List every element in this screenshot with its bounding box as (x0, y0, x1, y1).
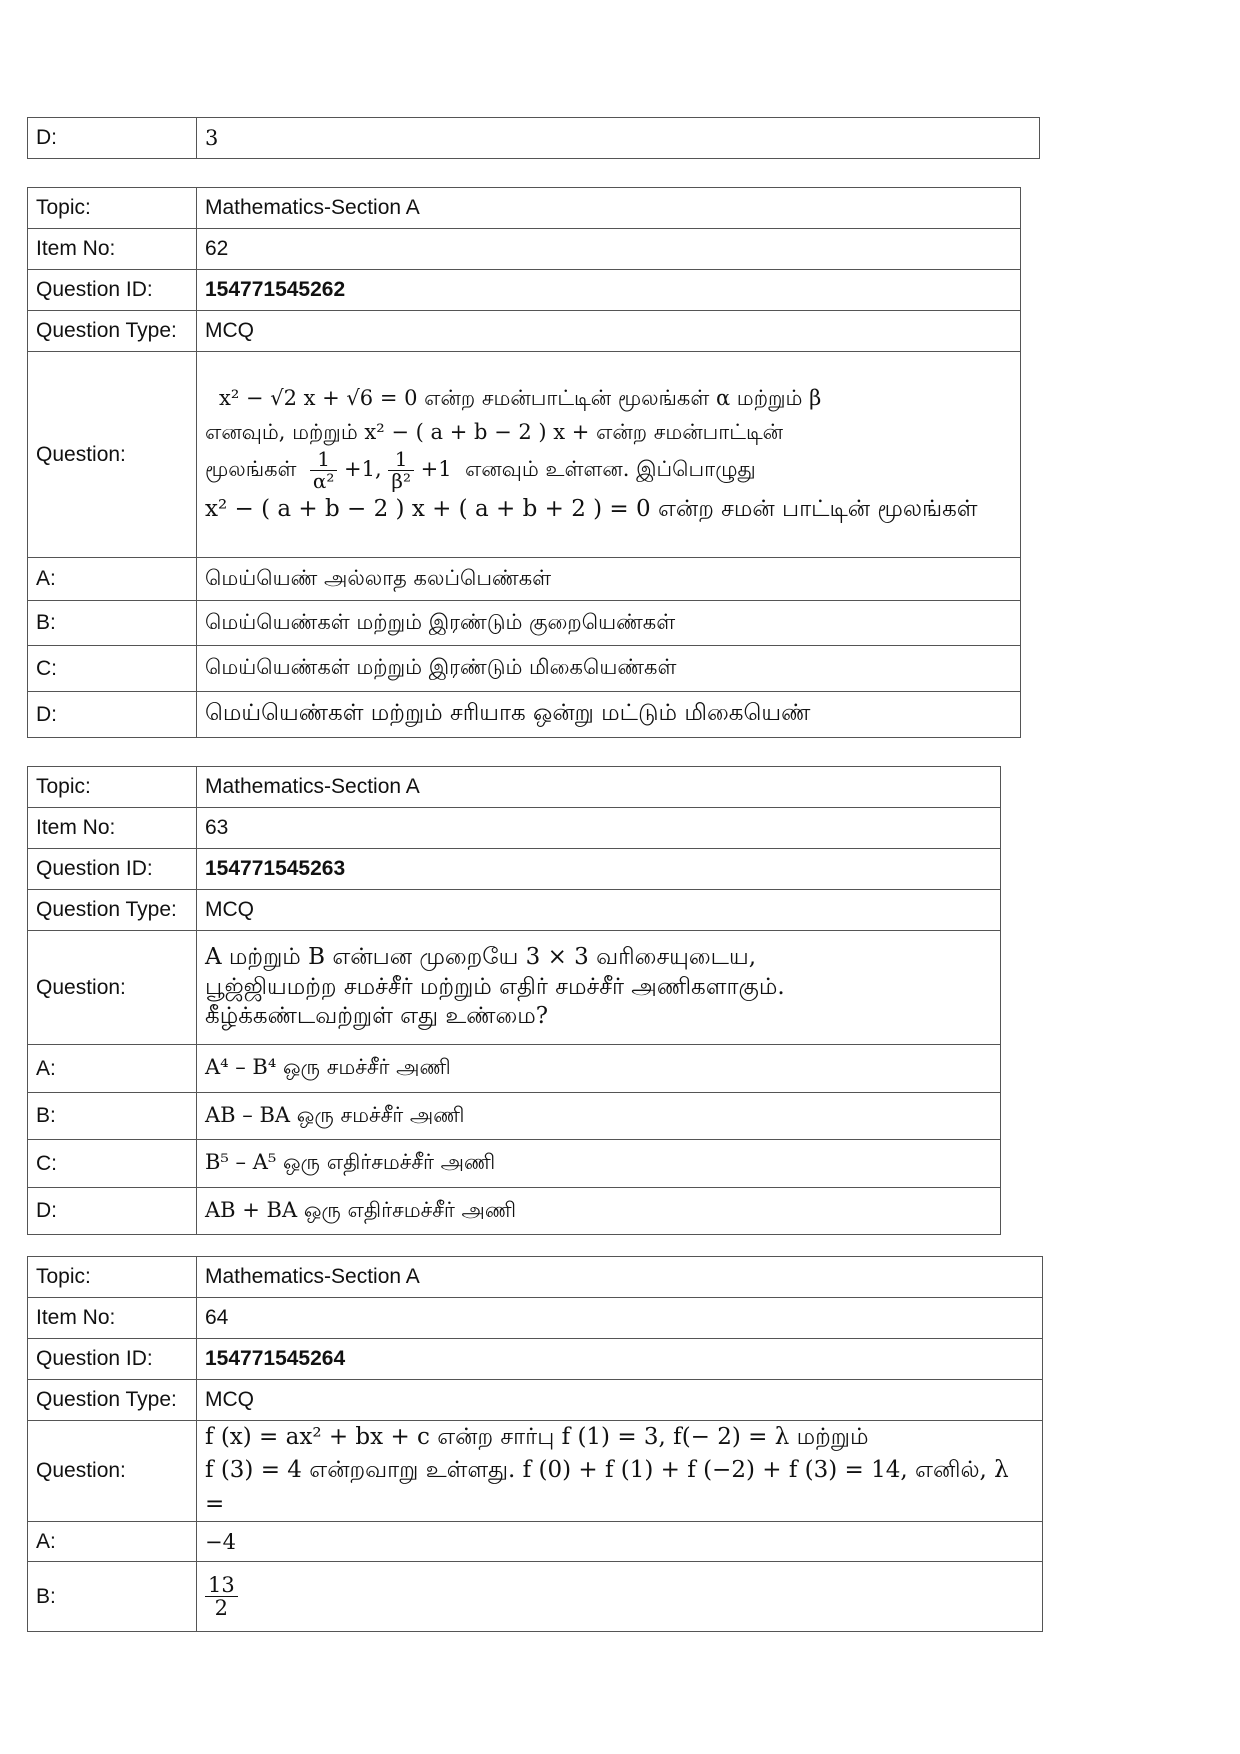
fraction-thirteen-halves (205, 1574, 238, 1619)
option-d-label: D: (28, 692, 197, 738)
question-text (197, 1421, 1043, 1522)
fraction-numerator: 13 (205, 1574, 238, 1597)
question-label: Question: (28, 931, 197, 1045)
topic-label: Topic: (28, 188, 197, 229)
question-id-value: 154771545263 (197, 849, 1001, 890)
option-b-value: AB – BA ஒரு சமச்சீர் அணி (197, 1093, 1001, 1140)
question-text (197, 352, 1021, 558)
question-text-segment: மூலங்கள் (205, 456, 297, 481)
option-d-label: D: (28, 118, 197, 159)
question-table-63 (27, 766, 1001, 1235)
fraction-denominator: β² (391, 468, 411, 493)
fraction-one-over-beta-squared (388, 446, 414, 493)
option-d-label: D: (28, 1188, 197, 1235)
option-b-label: B: (28, 1093, 197, 1140)
question-type-label: Question Type: (28, 1380, 197, 1421)
question-type-value: MCQ (197, 311, 1021, 352)
item-no-value: 64 (197, 1298, 1043, 1339)
option-a-value: −4 (197, 1522, 1043, 1562)
question-text (197, 931, 1001, 1045)
item-no-value: 63 (197, 808, 1001, 849)
option-b-value (197, 1562, 1043, 1632)
topic-value: Mathematics-Section A (197, 1257, 1043, 1298)
item-no-label: Item No: (28, 1298, 197, 1339)
topic-value: Mathematics-Section A (197, 767, 1001, 808)
topic-label: Topic: (28, 1257, 197, 1298)
fraction-denominator: α² (312, 468, 335, 493)
fraction-one-over-alpha-squared (310, 446, 338, 493)
question-label: Question: (28, 352, 197, 558)
option-a-label: A: (28, 1045, 197, 1093)
question-table-64 (27, 1256, 1043, 1632)
item-no-value: 62 (197, 229, 1021, 270)
question-id-label: Question ID: (28, 1339, 197, 1380)
question-type-value: MCQ (197, 1380, 1043, 1421)
option-c-value: மெய்யெண்கள் மற்றும் இரண்டும் மிகையெண்கள் (197, 646, 1021, 692)
question-line-fractions (205, 446, 1012, 493)
question-line: பூஜ்ஜியமற்ற சமச்சீர் மற்றும் எதிர் சமச்சீர் அணிகளாகும். (205, 973, 785, 1000)
option-a-value: A⁴ – B⁴ ஒரு சமச்சீர் அணி (197, 1045, 1001, 1093)
question-label: Question: (28, 1421, 197, 1522)
question-text-segment: எனவும் உள்ளன. இப்பொழுது (464, 456, 756, 481)
option-a-label: A: (28, 1522, 197, 1562)
option-d-value: மெய்யெண்கள் மற்றும் சரியாக ஒன்று மட்டும் மிகையெண் (197, 692, 1021, 738)
option-a-value: மெய்யெண் அல்லாத கலப்பெண்கள் (197, 558, 1021, 601)
question-id-value: 154771545262 (197, 270, 1021, 311)
question-id-label: Question ID: (28, 270, 197, 311)
question-line: x² − ( a + b − 2 ) x + ( a + b + 2 ) = 0 என்ற சமன் பாட்டின் மூலங்கள் (205, 495, 978, 522)
fraction-numerator: 1 (388, 449, 414, 471)
previous-question-tail (27, 117, 1040, 159)
item-no-label: Item No: (28, 808, 197, 849)
option-d-value: 3 (197, 118, 1040, 159)
option-b-value: மெய்யெண்கள் மற்றும் இரண்டும் குறையெண்கள் (197, 601, 1021, 646)
option-b-label: B: (28, 601, 197, 646)
option-c-label: C: (28, 1140, 197, 1188)
question-type-label: Question Type: (28, 890, 197, 931)
question-line: f (3) = 4 என்றவாறு உள்ளது. f (0) + f (1) + f (−2) + f (3) = 14, எனில், λ = (205, 1457, 1009, 1517)
fraction-numerator: 1 (310, 449, 338, 471)
question-text-segment: +1 (420, 456, 452, 481)
question-line: கீழ்க்கண்டவற்றுள் எது உண்மை? (205, 1003, 549, 1030)
question-text-segment: +1, (344, 456, 382, 481)
question-type-label: Question Type: (28, 311, 197, 352)
option-c-label: C: (28, 646, 197, 692)
option-a-label: A: (28, 558, 197, 601)
question-type-value: MCQ (197, 890, 1001, 931)
topic-value: Mathematics-Section A (197, 188, 1021, 229)
question-line: x² − √2 x + √6 = 0 என்ற சமன்பாட்டின் மூலங்கள் α மற்றும் β (219, 386, 822, 411)
question-line: f (x) = ax² + bx + c என்ற சார்பு f (1) = 3, f(− 2) = λ மற்றும் (205, 1424, 869, 1450)
fraction-denominator: 2 (214, 1596, 229, 1621)
topic-label: Topic: (28, 767, 197, 808)
question-line: A மற்றும் B என்பன முறையே 3 × 3 வரிசையுடைய, (205, 944, 757, 971)
option-c-value: B⁵ – A⁵ ஒரு எதிர்சமச்சீர் அணி (197, 1140, 1001, 1188)
item-no-label: Item No: (28, 229, 197, 270)
question-table-62 (27, 187, 1021, 738)
question-id-label: Question ID: (28, 849, 197, 890)
question-line: எனவும், மற்றும் x² − ( a + b − 2 ) x + என்ற சமன்பாட்டின் (205, 420, 784, 445)
question-id-value: 154771545264 (197, 1339, 1043, 1380)
option-b-label: B: (28, 1562, 197, 1632)
option-d-value: AB + BA ஒரு எதிர்சமச்சீர் அணி (197, 1188, 1001, 1235)
